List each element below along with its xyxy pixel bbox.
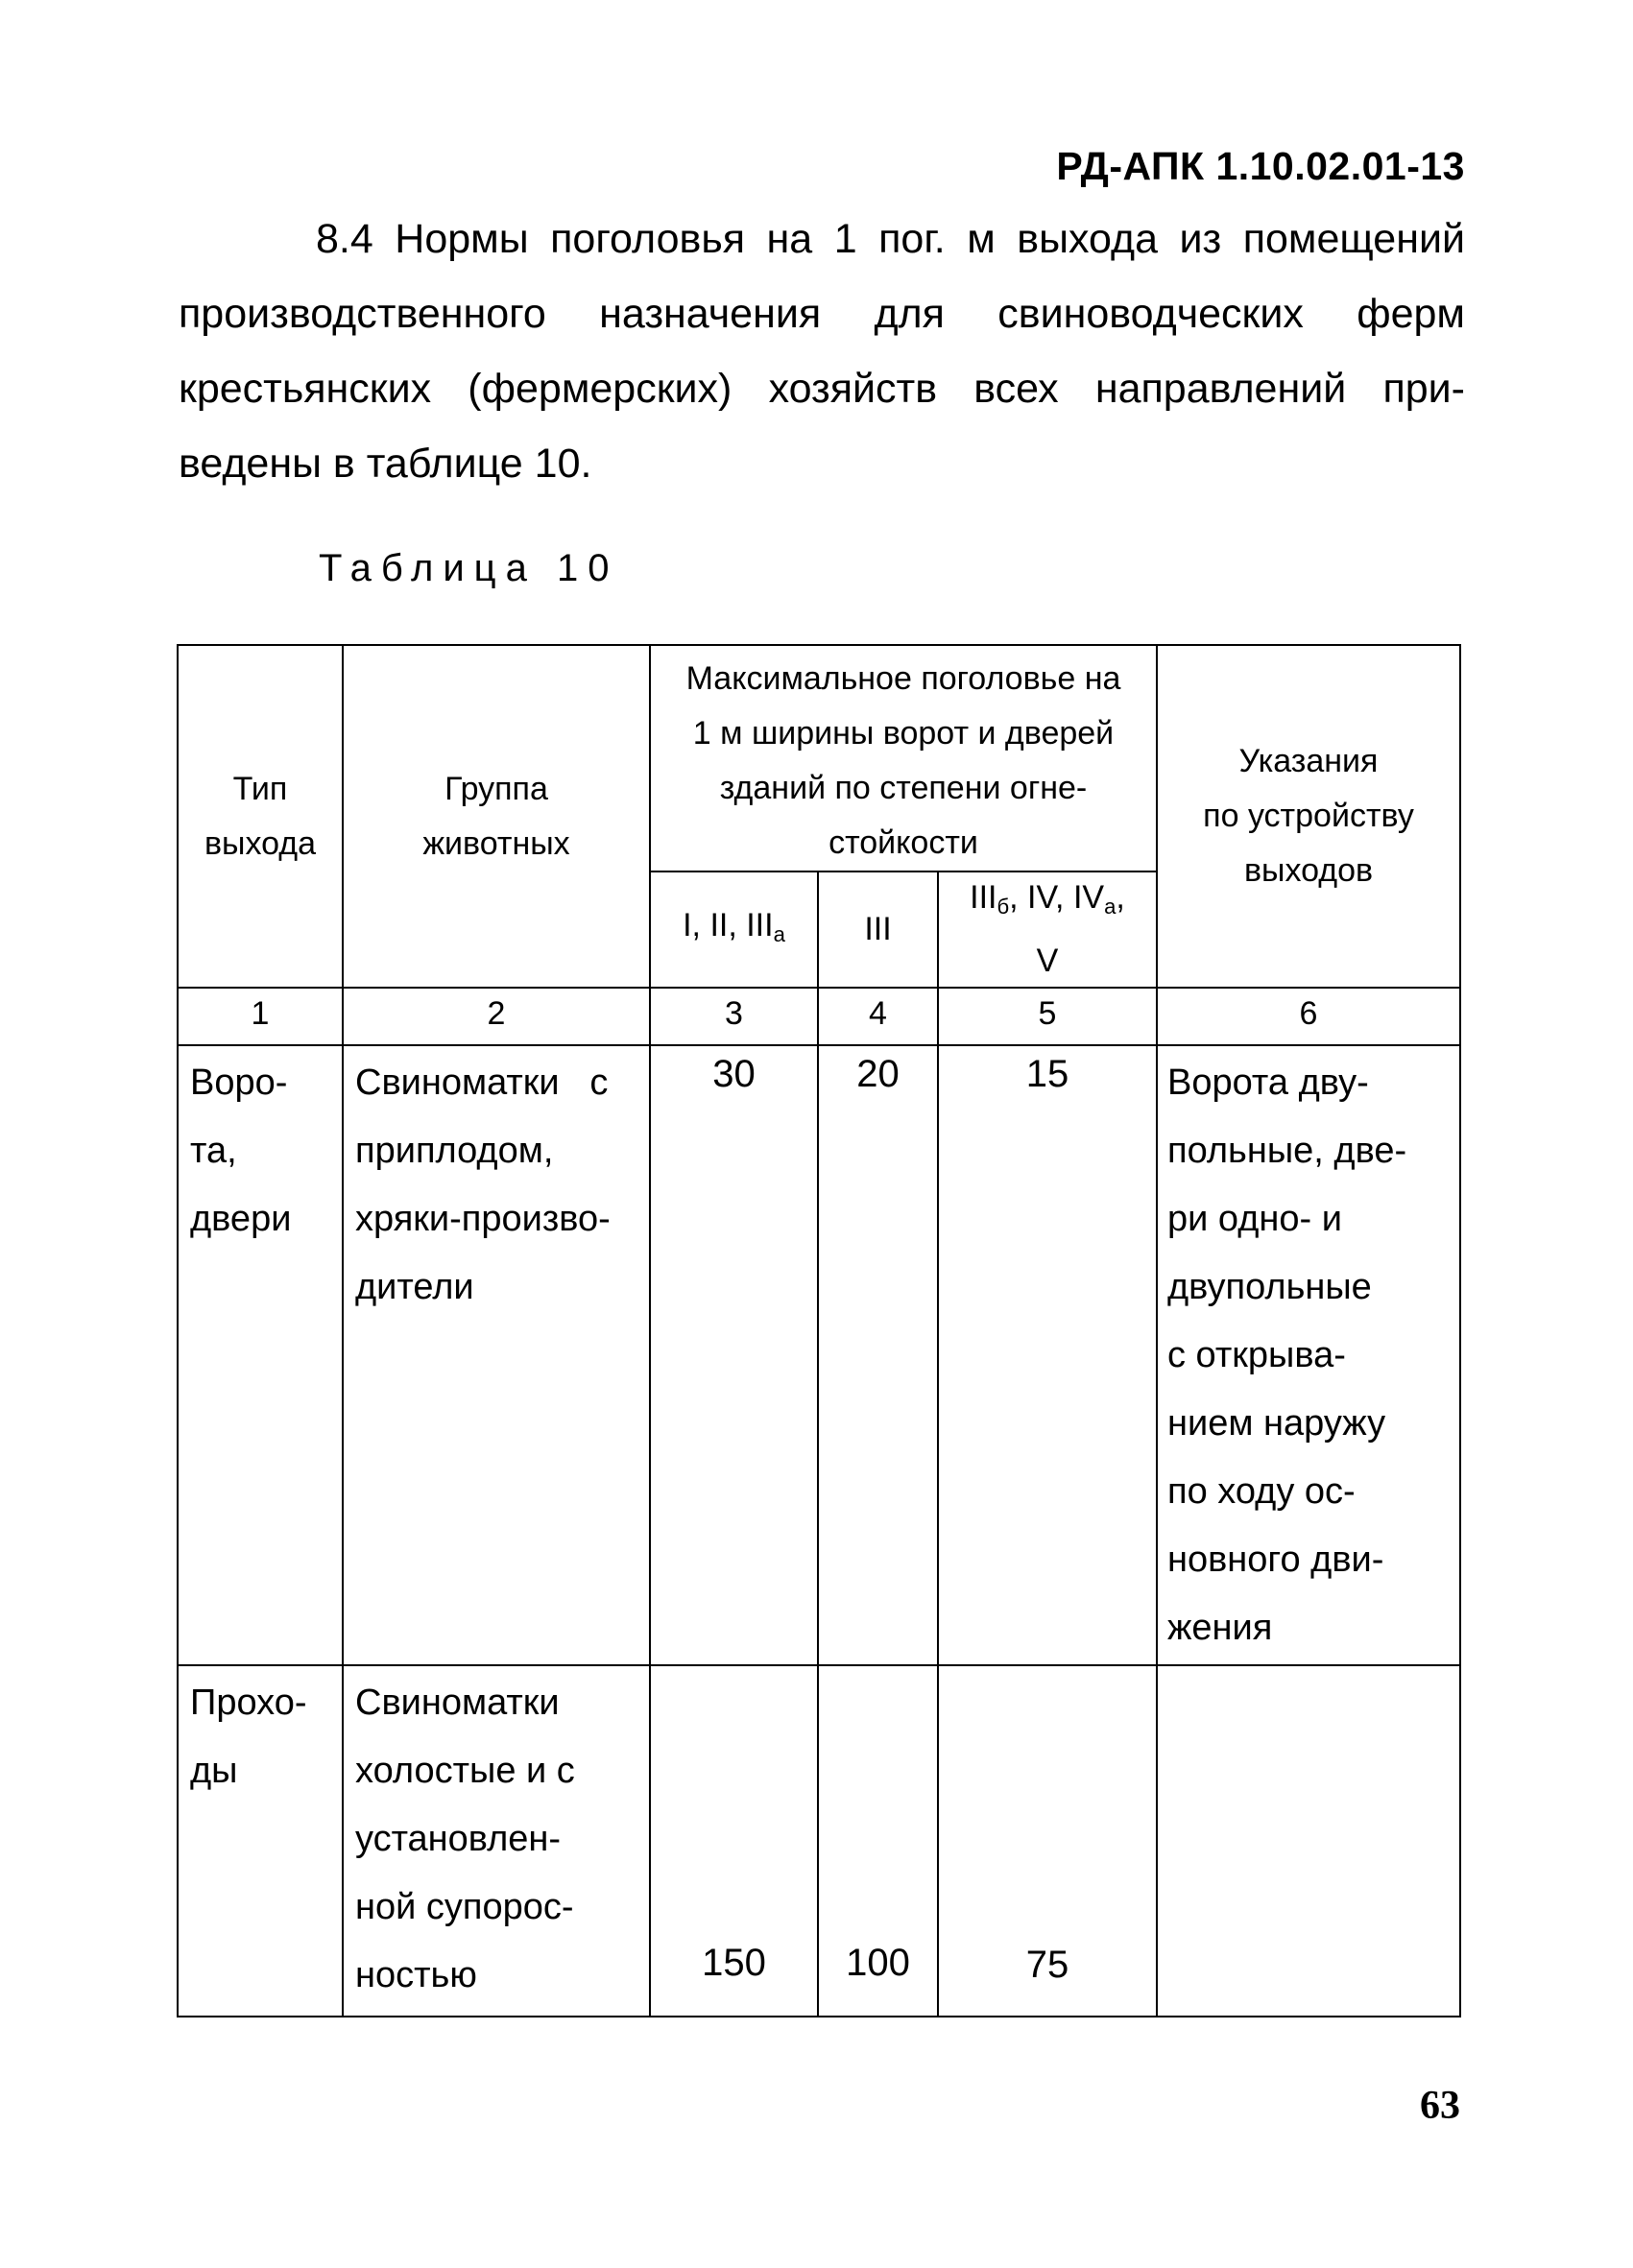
header-line: зданий по степени огне-	[719, 770, 1088, 806]
paragraph-line: крестьянских (фермерских) хозяйств всех направлений при-	[179, 366, 1465, 412]
col-number: 3	[725, 995, 743, 1032]
paragraph-line: производственного назначения для свиноводческих ферм	[179, 291, 1465, 337]
cell-line: двупольные	[1167, 1267, 1372, 1307]
header-line: Максимальное поголовье на	[685, 660, 1121, 697]
cell-line: Ворота дву-	[1167, 1062, 1369, 1103]
header-line: Указания	[1238, 743, 1379, 779]
row-animal-group	[355, 1049, 643, 1322]
cell-line: Воро-	[190, 1062, 288, 1103]
header-fire-degree-1	[651, 872, 817, 987]
value-cell: 150	[702, 1942, 766, 1984]
header-text: V	[1036, 943, 1059, 979]
header-max-livestock	[651, 652, 1156, 871]
cell-line: с открыва-	[1167, 1335, 1346, 1375]
intro-paragraph	[179, 202, 1465, 501]
cell-line: Прохо-	[190, 1683, 307, 1723]
row-exit-type	[190, 1049, 340, 1253]
value-cell: 75	[1025, 1944, 1069, 1986]
header-exit-type	[179, 646, 342, 987]
header-text: III	[864, 911, 892, 947]
value-cell: 15	[1025, 1053, 1069, 1095]
cell-line: холостые и с	[355, 1751, 575, 1791]
value-cell: 100	[846, 1942, 910, 1984]
paragraph-line: 8.4 Нормы поголовья на 1 пог. м выхода из помещений	[316, 216, 1465, 262]
header-fire-degree-3	[939, 872, 1156, 987]
header-line: животных	[422, 824, 570, 862]
header-text: III	[970, 879, 997, 916]
norms-table	[177, 644, 1461, 2017]
cell-line: ной супорос-	[355, 1887, 574, 1927]
header-line: 1 м ширины ворот и дверей	[692, 715, 1115, 752]
cell-line: та,	[190, 1131, 237, 1171]
cell-line: польные, две-	[1167, 1131, 1407, 1171]
row-notes	[1167, 1049, 1455, 1662]
cell-line: Свиноматки с	[355, 1062, 609, 1103]
cell-line: Свиноматки	[355, 1683, 560, 1723]
header-line: выхода	[204, 824, 317, 862]
header-subscript: а	[1104, 895, 1117, 919]
header-line: стойкости	[829, 824, 978, 861]
col-number: 1	[251, 995, 270, 1032]
cell-line: ностью	[355, 1955, 477, 1995]
header-line: выходов	[1243, 852, 1374, 889]
paragraph-line: ведены в таблице 10.	[179, 441, 592, 487]
header-subscript: б	[997, 895, 1010, 919]
cell-line: приплодом,	[355, 1131, 554, 1171]
cell-line: жения	[1167, 1608, 1273, 1648]
col-number: 4	[869, 995, 887, 1032]
cell-line: дители	[355, 1267, 474, 1307]
row-exit-type	[190, 1669, 340, 1805]
value-cell: 20	[856, 1053, 900, 1095]
header-line: Группа	[444, 770, 548, 807]
cell-line: по ходу ос-	[1167, 1471, 1356, 1512]
header-line: по устройству	[1203, 798, 1414, 834]
cell-line: ри одно- и	[1167, 1199, 1342, 1239]
col-number: 2	[487, 995, 506, 1032]
header-fire-degree-2	[819, 872, 937, 987]
cell-line: нием наружу	[1167, 1403, 1386, 1444]
header-animal-group	[344, 646, 649, 987]
col-number: 5	[1038, 995, 1057, 1032]
header-line: Тип	[232, 770, 288, 807]
header-exit-instructions	[1158, 646, 1459, 987]
header-subscript: а	[773, 921, 785, 946]
cell-line: ды	[190, 1751, 238, 1791]
header-text: I, II, III	[683, 906, 774, 943]
cell-line: установлен-	[355, 1819, 562, 1859]
table-caption: Таблица 10	[319, 547, 619, 589]
cell-line: двери	[190, 1199, 292, 1239]
header-text: ,	[1116, 879, 1125, 916]
cell-line: хряки-произво-	[355, 1199, 611, 1239]
cell-line: новного дви-	[1167, 1540, 1384, 1580]
page-number: 63	[1420, 2084, 1460, 2128]
row-animal-group	[355, 1669, 643, 2010]
document-code: РД-АПК 1.10.02.01-13	[1056, 144, 1465, 188]
header-text: , IV, IV	[1009, 879, 1105, 916]
col-number: 6	[1299, 995, 1318, 1032]
value-cell: 30	[712, 1053, 756, 1095]
